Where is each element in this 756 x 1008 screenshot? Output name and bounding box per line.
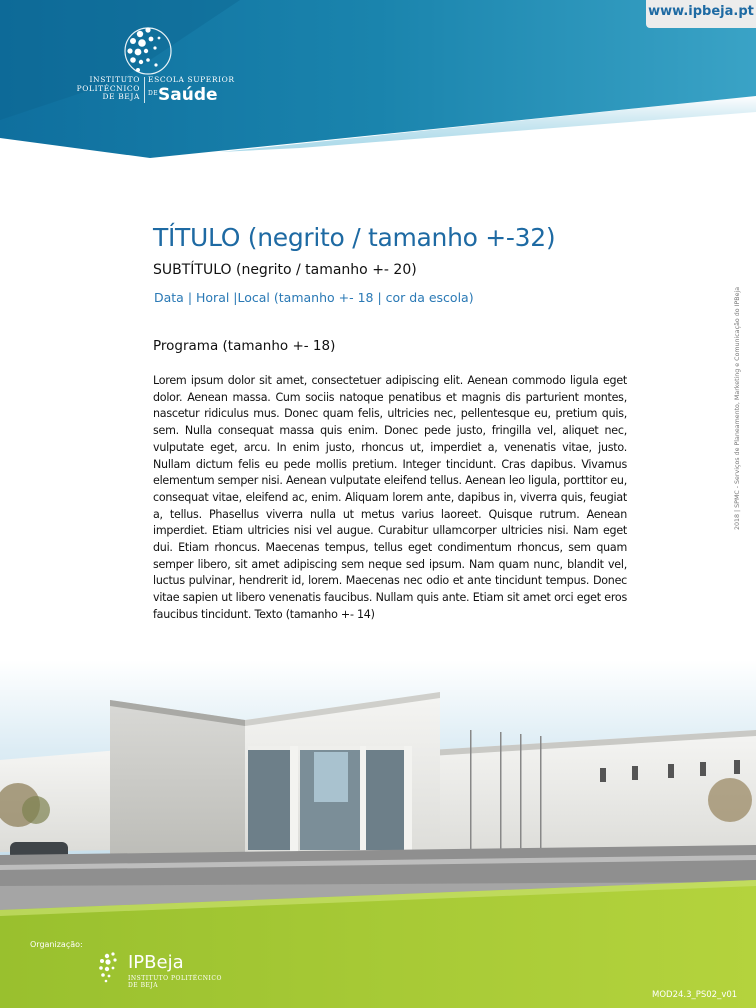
- website-url[interactable]: www.ipbeja.pt: [648, 4, 754, 19]
- footer-logo-subtitle-line: DE BEJA: [128, 982, 159, 989]
- program-heading: Programa (tamanho +- 18): [153, 338, 336, 354]
- document-title: TÍTULO (negrito / tamanho +-32): [153, 223, 556, 252]
- logo-institute-line: INSTITUTO: [89, 75, 140, 84]
- logo-institute-line: POLITÉCNICO: [76, 83, 140, 93]
- logo-school-de: DE: [148, 90, 159, 97]
- organization-label: Organização:: [30, 940, 83, 949]
- logo-school-name: Saúde: [158, 85, 218, 105]
- date-time-location: Data | Horal |Local (tamanho +- 18 | cor da escola): [154, 290, 474, 305]
- form-code: MOD24.3_PS02_v01: [652, 990, 738, 1000]
- ipbeja-dots-logo-icon: [96, 950, 126, 984]
- footer-logo-subtitle-line: INSTITUTO POLITÉCNICO: [128, 975, 222, 982]
- logo-divider: [144, 77, 145, 103]
- program-body-text: Lorem ipsum dolor sit amet, consectetuer adipiscing elit. Aenean commodo ligula eget dolor. Aenean massa. Cum sociis natoque penatibus et magnis dis parturient montes, nascetur ridiculus mus. Donec quam felis, ultricies nec, pellentesque eu, pretium quis, sem. Nulla consequat massa quis enim. Donec pede justo, fringilla vel, aliquet nec, vulputate eget, arcu. In enim justo, rhoncus ut, imperdiet a, venenatis vitae, justo. Nullam dictum felis eu pede mollis pretium. Integer tincidunt. Cras dapibus. Vivamus elementum semper nisi. Aenean vulputate eleifend tellus. Aenean leo ligula, porttitor eu, consequat vitae, eleifend ac, enim. Aliquam lorem ante, dapibus in, viverra quis, feugiat a, tellus. Phasellus viverra nulla ut metus varius laoreet. Quisque rutrum. Aenean imperdiet. Etiam ultricies nisi vel augue. Curabitur ullamcorper ultricies nisi. Nam eget dui. Etiam rhoncus. Maecenas tempus, tellus eget condimentum rhoncus, sem quam semper libero, sit amet adipiscing sem neque sed ipsum. Nam quam nunc, blandit vel, luctus pulvinar, hendrerit id, lorem. Maecenas nec odio et ante tincidunt tempus. Donec vitae sapien ut libero venenatis faucibus. Nullam quis ante. Etiam sit amet orci eget eros faucibus tincidunt. Texto (tamanho +- 14): [153, 374, 627, 621]
- logo-institute-line: DE BEJA: [102, 92, 140, 101]
- footer-logo-subtitle: [128, 975, 222, 989]
- logo-school-label: ESCOLA SUPERIOR: [148, 75, 235, 84]
- document-subtitle: SUBTÍTULO (negrito / tamanho +- 20): [153, 262, 417, 278]
- vertical-credit-text: 2018 | SPMC - Serviços de Planeamento, Marketing e Comunicação do IPBeja: [734, 286, 741, 530]
- footer-band: [0, 880, 756, 1008]
- footer-logo-name: IPBeja: [128, 952, 184, 973]
- logo-institute-name: [74, 76, 140, 102]
- ipbeja-dots-logo-icon: [118, 20, 178, 82]
